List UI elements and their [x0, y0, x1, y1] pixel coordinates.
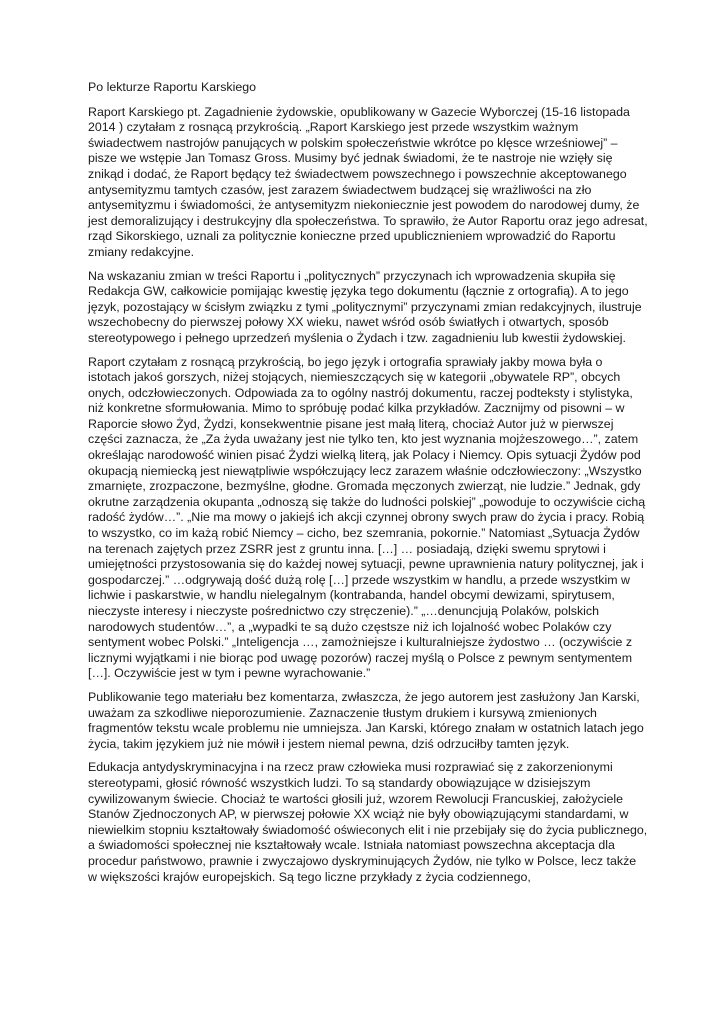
paragraph-3: Raport czytałam z rosnącą przykrością, bo jego język i ortografia sprawiały jakby mowa była o istotach jakoś gorszych, niżej stojących, niemieszczących się w kategorii „obywatele RP”, obcych onych, odczłowieczonych. Odpowiada za to ogólny nastrój dokumentu, raczej podteksty i stylistyka, niż konkretne sformułowania. Mimo to spróbuję podać kilka przykładów. Zacznijmy od pisowni – w Raporcie słowo Żyd, Żydzi, konsekwentnie pisane jest małą literą, chociaż Autor już w pierwszej części zaznacza, że „Za żyda uważany jest nie tylko ten, kto jest wyznania mojżeszowego…”, zatem określając narodowość winien pisać Żydzi wielką literą, jak Polacy i Niemcy. Opis sytuacji Żydów pod okupacją niemiecką jest niewątpliwie współczujący lecz zarazem właśnie odczłowieczony: „Wszystko zmarnięte, zrozpaczone, bezmyślne, głodne. Gromada męczonych zwierząt, nie ludzie.” Jednak, gdy okrutne zarządzenia okupanta „odnoszą się także do ludności polskiej” „powoduje to oczywiście cichą radość żydów…”. „Nie ma mowy o jakiejś ich akcji czynnej obrony swych praw do życia i pracy. Robią to wszystko, co im każą robić Niemcy – cicho, bez szemrania, pokornie.” Natomiast „Sytuacja Żydów na terenach zajętych przez ZSRR jest z gruntu inna. […] … posiadają, dzięki swemu sprytowi i umiejętności przystosowania się do każdej nowej sytuacji, pewne uprawnienia natury politycznej, jak i gospodarczej.” …odgrywają dość dużą rolę […] przede wszystkim w handlu, a przede wszystkim w lichwie i paskarstwie, w handlu nielegalnym (kontrabanda, handel obcymi dewizami, spirytusem, nieczyste interesy i nieczyste pośrednictwo czy stręczenie).” „…denuncjują Polaków, polskich narodowych studentów…”, a „wypadki te są dużo częstsze niż ich lojalność wobec Polaków czy sentyment wobec Polski.” „Inteligencja …, zamożniejsze i kulturalniejsze żydostwo … (oczywiście z licznymi wyjątkami i nie biorąc pod uwagę pozorów) raczej myślą o Polsce z pewnym sentymentem […]. Oczywiście jest w tym i pewne wyrachowanie.”	[88, 354, 646, 681]
document-page	[88, 80, 648, 893]
paragraph-4: Publikowanie tego materiału bez komentarza, zwłaszcza, że jego autorem jest zasłużony Jan Karski, uważam za szkodliwe nieporozumienie. Zaznaczenie tłustym drukiem i kursywą zmienionych fragmentów tekstu wcale problemu nie umniejsza. Jan Karski, którego znałam w ostatnich latach jego życia, takim językiem już nie mówił i jestem niemal pewna, dziś odrzuciłby tamten język.	[88, 689, 644, 751]
document-title: Po lekturze Raportu Karskiego	[88, 80, 257, 94]
paragraph-2: Na wskazaniu zmian w treści Raportu i „politycznych” przyczynach ich wprowadzenia skupiła się Redakcja GW, całkowicie pomijając kwestię języka tego dokumentu (łącznie z ortografią). A to jego język, pozostający w ścisłym związku z tymi „politycznymi” przyczynami zmian redakcyjnych, ilustruje wszechobecny do pierwszej połowy XX wieku, nawet wśród osób światłych i otwartych, sposób stereotypowego i pełnego uprzedzeń myślenia o Żydach i tzw. zagadnieniu lub kwestii żydowskiej.	[88, 268, 642, 345]
paragraph-5: Edukacja antydyskryminacyjna i na rzecz praw człowieka musi rozprawiać się z zakorzenionymi stereotypami, głosić równość wszystkich ludzi. To są standardy obowiązujące w dzisiejszym cywilizowanym świecie. Chociaż te wartości głosili już, wzorem Rewolucji Francuskiej, założyciele Stanów Zjednoczonych AP, w pierwszej połowie XX wciąż nie były obowiązującymi standardami, w niewielkim stopniu kształtowały świadomość oświeconych elit i nie przebijały się do życia publicznego, a świadomości społecznej nie kształtowały wcale. Istniała natomiast powszechna akceptacja dla procedur państwowo, prawnie i zwyczajowo dyskryminujących Żydów, nie tylko w Polsce, lecz także w większości krajów europejskich. Są tego liczne przykłady z życia codziennego,	[88, 760, 648, 884]
paragraph-1: Raport Karskiego pt. Zagadnienie żydowskie, opublikowany w Gazecie Wyborczej (15-16 listopada 2014 ) czytałam z rosnącą przykrością. „Raport Karskiego jest przede wszystkim ważnym świadectwem nastrojów panujących w polskim społeczeństwie wkrótce po klęsce wrześniowej” – pisze we wstępie Jan Tomasz Gross. Musimy być jednak świadomi, że te nastroje nie wzięły się znikąd i dodać, że Raport będący też świadectwem powszechnego i powszechnie akceptowanego antysemityzmu tamtych czasów, jest zarazem świadectwem budzącej się wrażliwości na zło antysemityzmu i świadomości, że antysemityzm niekoniecznie jest powodem do narodowej dumy, że jest demoralizujący i destrukcyjny dla społeczeństwa. To sprawiło, że Autor Raportu oraz jego adresat, rząd Sikorskiego, uznali za politycznie konieczne przed upublicznieniem wprowadzić do Raportu zmiany redakcyjne.	[88, 104, 648, 259]
